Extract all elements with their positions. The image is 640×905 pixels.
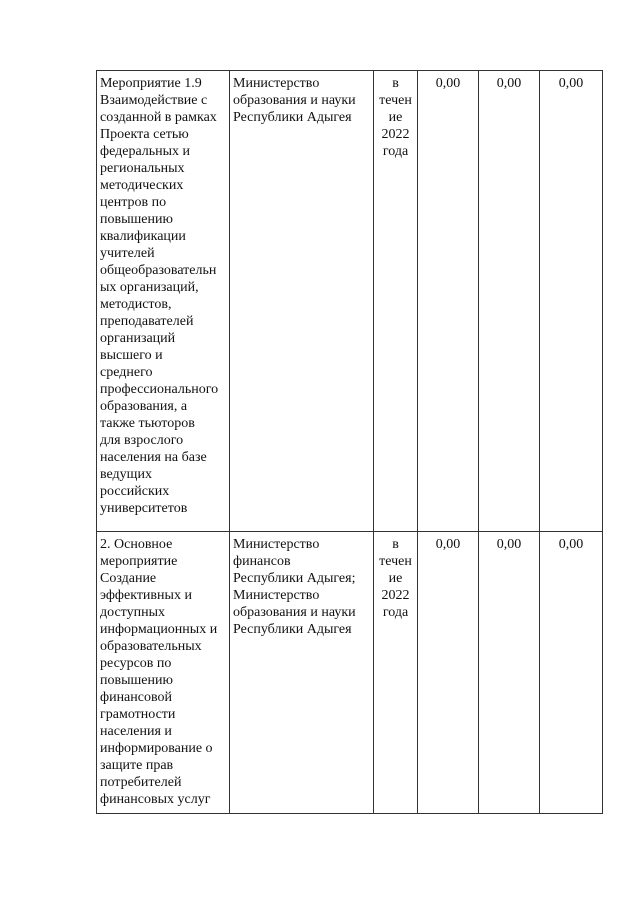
value-cell (418, 71, 479, 532)
table-row (97, 71, 603, 532)
period-cell (374, 71, 418, 532)
value-cell (418, 532, 479, 814)
measure-name-cell (97, 532, 230, 814)
value-1: 0,00 (435, 76, 461, 91)
executor: Министерство образования и науки Республики Адыгея (233, 76, 356, 125)
period-cell (374, 532, 418, 814)
value-3: 0,00 (558, 537, 584, 552)
value-cell (479, 532, 540, 814)
value-3: 0,00 (558, 76, 584, 91)
table-row (97, 532, 603, 814)
value-cell (479, 71, 540, 532)
value-cell (540, 532, 603, 814)
value-cell (540, 71, 603, 532)
program-measures-table (96, 70, 603, 814)
measure-name-cell (97, 71, 230, 532)
period: в течен ие 2022 года (379, 76, 412, 159)
period: в течен ие 2022 года (379, 537, 412, 620)
value-2: 0,00 (496, 76, 522, 91)
value-1: 0,00 (435, 537, 461, 552)
executor: Министерство финансов Республики Адыгея; Министерство образования и науки Республики Адыгея (233, 537, 356, 637)
measure-name: 2. Основное мероприятие Создание эффективных и доступных информационных и образовательных ресурсов по повышению финансовой грамотности населения и информирование о защите прав потребителей финансовых услуг (100, 537, 218, 807)
executor-cell (230, 71, 374, 532)
measure-name: Мероприятие 1.9 Взаимодействие с созданной в рамках Проекта сетью федеральных и региональных методических центров по повышению квалификации учителей общеобразовательн ых организаций, методистов, преподавателей организаций высшего и среднего профессионального образования, а также тьюторов для взрослого населения на базе ведущих российских университетов (100, 76, 219, 516)
value-2: 0,00 (496, 537, 522, 552)
executor-cell (230, 532, 374, 814)
